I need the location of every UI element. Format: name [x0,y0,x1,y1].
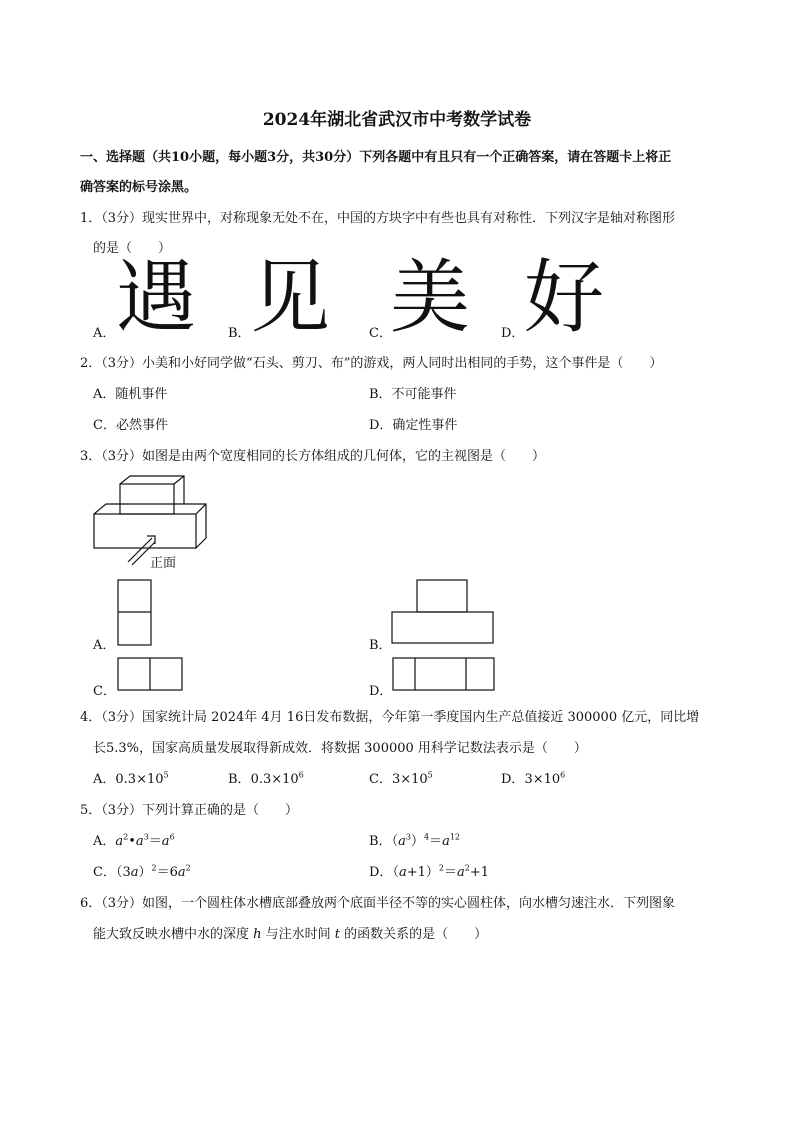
q1-option-a-label: A． [93,326,116,341]
q2-option-c: C．必然事件 [93,418,168,433]
q1-option-b-label: B． [228,326,251,341]
q1-option-d-label: D． [501,326,525,341]
q3-option-d-label: D． [369,684,393,699]
q2-option-b: B．不可能事件 [369,387,457,402]
question-3-stem: 3．（3分）如图是由两个宽度相同的长方体组成的几何体，它的主视图是（ ） [80,449,546,464]
q2-option-a: A．随机事件 [93,387,168,402]
q3-option-b-label: B． [369,638,392,653]
q3-option-a-figure [117,579,153,647]
question-1-stem: 1．（3分）现实世界中，对称现象无处不在，中国的方块字中有些也具有对称性．下列汉字是轴对称图形 [80,211,676,226]
q5-option-c: C．$(3a)^2=6a^2$ [93,863,191,880]
question-4-stem: 4．（3分）国家统计局 2024年 4月 16日发布数据，今年第一季度国内生产总值接近 300000 亿元，同比增 [80,710,700,725]
section-one-instructions-cont: 确答案的标号涂黑。 [80,180,198,195]
q1-option-b-char: 见 [250,251,330,344]
question-4-stem-cont: 长5.3%，国家高质量发展取得新成效．将数据 300000 用科学记数法表示是（ ） [93,741,587,756]
question-6-stem: 6．（3分）如图，一个圆柱体水槽底部叠放两个底面半径不等的实心圆柱体，向水槽匀速注水．下列图象 [80,896,676,911]
q5-option-d: D．$(a+1)^2=a^2+1$ [369,863,490,880]
question-1-stem-cont: 的是（ ） [93,241,172,256]
q1-option-a-char: 遇 [116,251,196,344]
question-5-stem: 5．（3分）下列计算正确的是（ ） [80,803,299,818]
q5-option-b: B．$(a^3)^4=a^{12}$ [369,832,461,849]
question-6-stem-cont: 能大致反映水槽中水的深度 h 与注水时间 t 的函数关系的是（ ） [93,927,488,942]
question-2-stem: 2．（3分）小美和小好同学做“石头、剪刀、布”的游戏，两人同时出相同的手势，这个事件是（ ） [80,356,663,371]
q4-option-b: B．$0.3\times 10^6$ [228,770,304,787]
exam-title: 2024年湖北省武汉市中考数学试卷 [262,110,532,130]
q5-option-a: A．$a^2•a^3=a^6$ [93,832,175,849]
q1-option-c-label: C． [369,326,392,341]
q4-option-a: A．$0.3\times 10^5$ [93,770,169,787]
q1-option-c-char: 美 [390,251,470,344]
q3-option-c-label: C． [93,684,116,699]
q3-option-a-label: A． [93,638,116,653]
q3-option-d-figure [392,657,496,693]
q3-front-label: 正面 [150,556,177,571]
q1-option-d-char: 好 [524,251,604,344]
q2-option-d: D．确定性事件 [369,418,458,433]
section-one-instructions: 一、选择题（共10小题，每小题3分，共30分）下列各题中有且只有一个正确答案，请在答题卡上将正 [80,150,672,165]
q3-option-b-figure [391,579,495,645]
q3-option-c-figure [117,657,185,693]
q4-option-c: C．$3\times 10^5$ [369,770,433,787]
q4-option-d: D．$3\times 10^6$ [501,770,566,787]
